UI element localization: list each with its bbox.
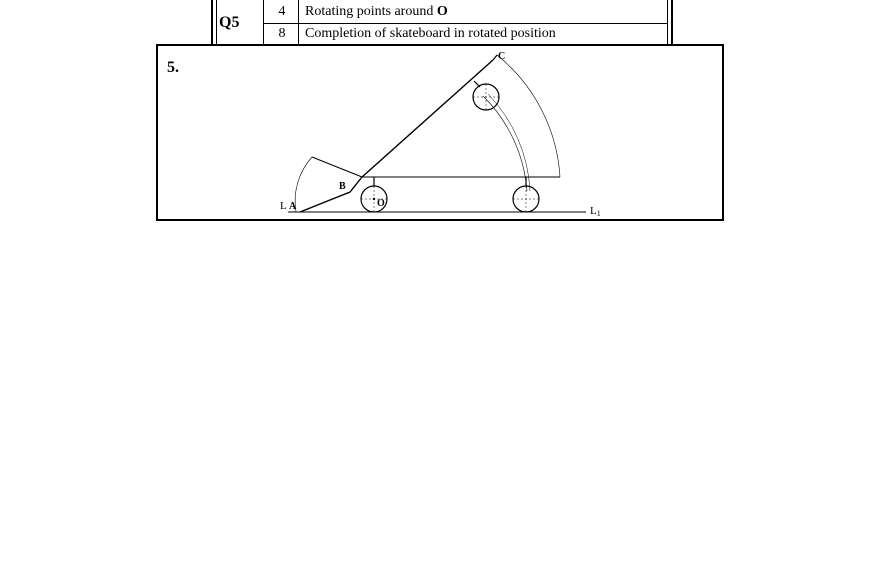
- skateboard-rotated-tip: [493, 55, 497, 60]
- point-O: [373, 198, 375, 200]
- table-border: [216, 0, 217, 45]
- label-A: A: [289, 201, 297, 212]
- marks-value: 8: [278, 26, 286, 41]
- answer-box: [156, 44, 724, 221]
- marking-criterion: Completion of skateboard in rotated position: [305, 26, 556, 41]
- construction-arc: [295, 157, 312, 212]
- answer-number: 5.: [167, 59, 179, 76]
- rotated-nose-segment: [312, 157, 362, 177]
- table-border: [671, 0, 673, 45]
- marks-value: 4: [278, 4, 286, 19]
- question-label: Q5: [219, 14, 240, 31]
- marking-criterion: Rotating points around O: [305, 4, 448, 19]
- skateboard-rotated-deck: [362, 60, 493, 177]
- label-L: L: [280, 200, 287, 212]
- table-border: [211, 0, 213, 45]
- skateboard-rotation-drawing: [158, 46, 722, 219]
- label-C: C: [498, 51, 506, 62]
- marking-scheme-table: [211, 0, 673, 45]
- label-B: B: [339, 181, 346, 192]
- table-divider: [263, 23, 668, 24]
- skateboard-original-deck: [300, 177, 362, 212]
- label-L1: L1: [590, 205, 601, 218]
- label-O: O: [377, 198, 385, 209]
- construction-arc: [497, 55, 560, 177]
